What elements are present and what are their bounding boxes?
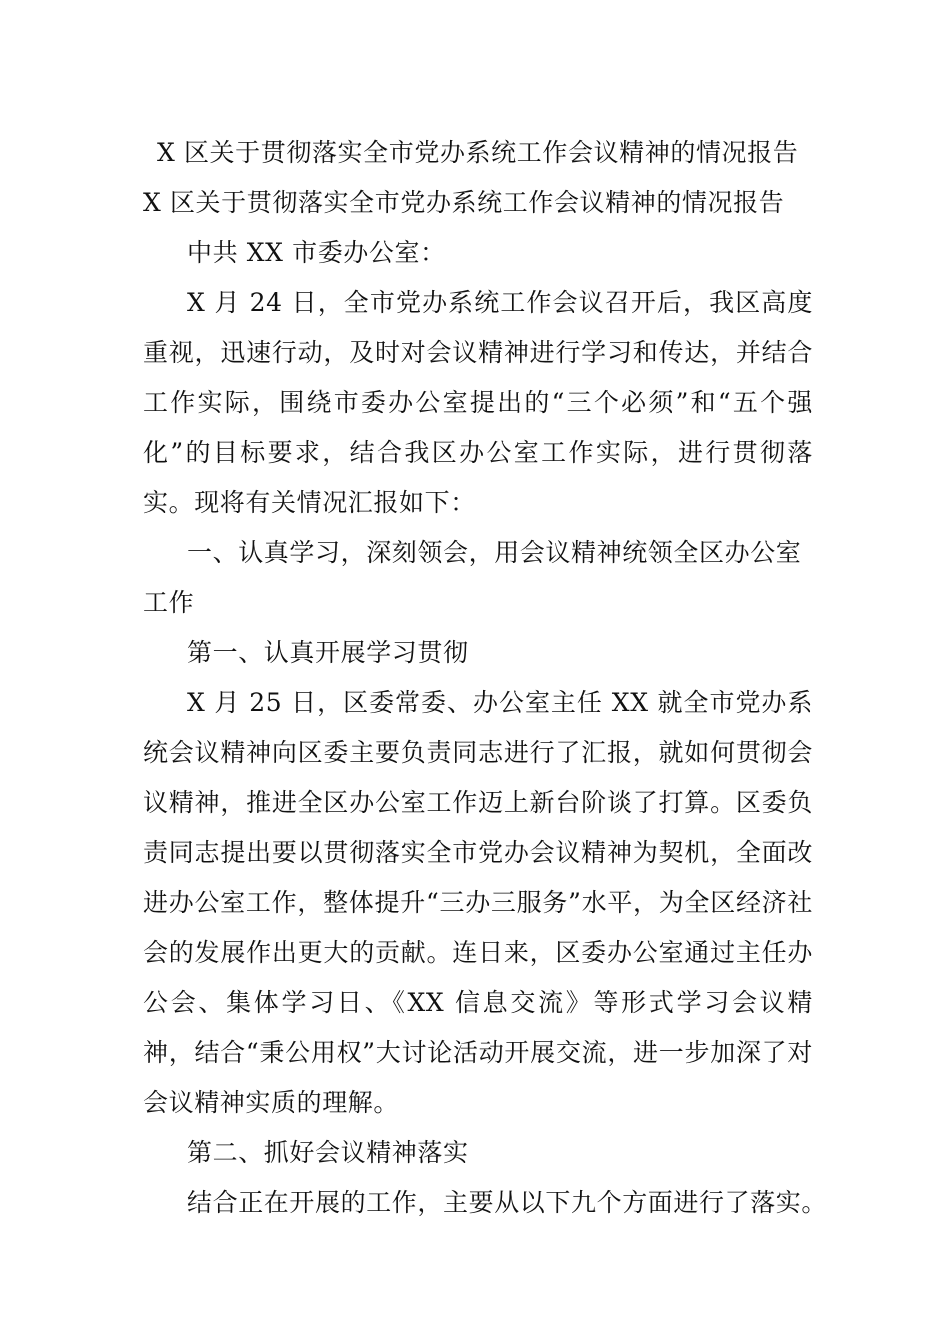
document-title-repeat: X 区关于贯彻落实全市党办系统工作会议精神的情况报告 bbox=[143, 188, 785, 217]
subsection-paragraph-2: 结合正在开展的工作，主要从以下九个方面进行了落实。 bbox=[187, 1188, 828, 1217]
subsection-heading-1: 第一、认真开展学习贯彻 bbox=[187, 638, 469, 667]
document-body bbox=[143, 128, 828, 1228]
document-title: X 区关于贯彻落实全市党办系统工作会议精神的情况报告 bbox=[157, 138, 799, 167]
salutation: 中共 XX 市委办公室： bbox=[187, 238, 446, 267]
subsection-heading-2: 第二、抓好会议精神落实 bbox=[187, 1138, 469, 1167]
intro-paragraph: X 月 24 日，全市党办系统工作会议召开后，我区高度重视，迅速行动，及时对会议精神进行学习和传达，并结合工作实际，围绕市委办公室提出的“三个必须”和“五个强化”的目标要求，结合我区办公室工作实际，进行贯彻落实。现将有关情况汇报如下： bbox=[143, 288, 813, 517]
subsection-paragraph-1: X 月 25 日，区委常委、办公室主任 XX 就全市党办系统会议精神向区委主要负责同志进行了汇报，就如何贯彻会议精神，推进全区办公室工作迈上新台阶谈了打算。区委负责同志提出要以贯彻落实全市党办会议精神为契机，全面改进办公室工作，整体提升“三办三服务”水平，为全区经济社会的发展作出更大的贡献。连日来，区委办公室通过主任办公会、集体学习日、《XX 信息交流》等形式学习会议精神，结合“秉公用权”大讨论活动开展交流，进一步加深了对会议精神实质的理解。 bbox=[143, 688, 813, 1117]
section-heading-1: 一、认真学习，深刻领会，用会议精神统领全区办公室工作 bbox=[143, 538, 802, 617]
